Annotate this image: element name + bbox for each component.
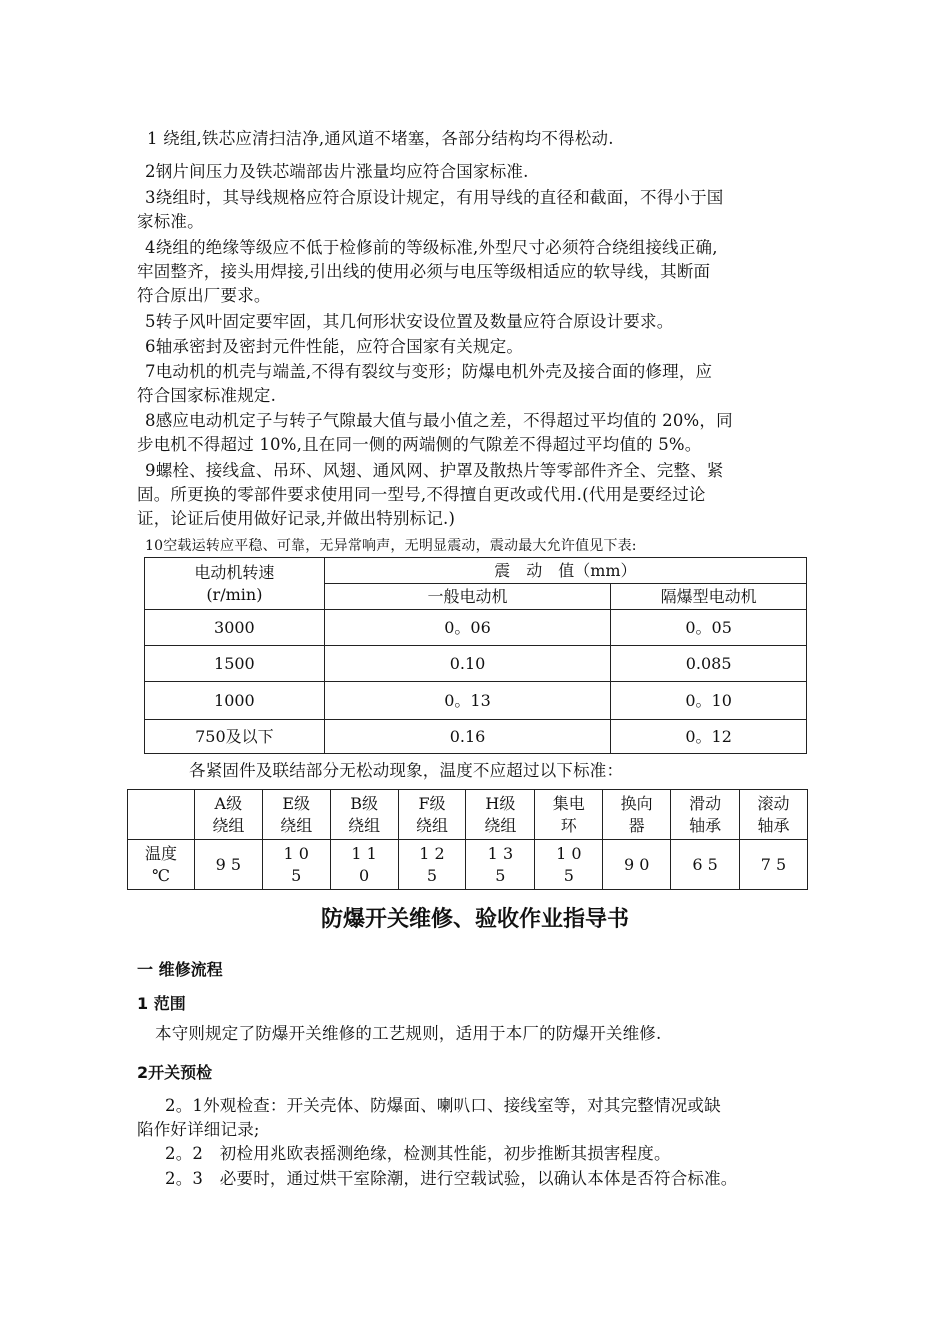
paragraph-4-line-1: 4绕组的绝缘等级应不低于检修前的等级标准,外型尺寸必须符合绕组接线正确,: [145, 238, 718, 257]
paragraph-7-line-2: 符合国家标准规定.: [137, 386, 277, 405]
paragraph-2: 2钢片间压力及铁芯端部齿片涨量均应符合国家标准.: [145, 162, 529, 181]
header-e-class-winding: E级 绕组: [262, 790, 330, 840]
header-sliding-bearing: 滑动 轴承: [671, 790, 740, 840]
paragraph-8-line-2: 步电机不得超过 10%,且在同一侧的两端侧的气隙差不得超过平均值的 5%。: [137, 435, 702, 454]
paragraph-11: 各紧固件及联结部分无松动现象，温度不应超过以下标准：: [189, 761, 624, 780]
header-general-motor: 一般电动机: [324, 584, 611, 610]
explosion-value-cell: 0。12: [611, 720, 807, 754]
table-row: [145, 610, 807, 646]
header-commutator: 换向 器: [603, 790, 671, 840]
general-value-cell: 0。13: [324, 682, 611, 720]
header-vibration: 震 动 值（mm）: [324, 558, 806, 584]
explosion-value-cell: 0。05: [611, 610, 807, 646]
value-cell: 9 0: [603, 840, 671, 890]
value-cell: 1 2 5: [398, 840, 466, 890]
paragraph-3-line-1: 3绕组时，其导线规格应符合原设计规定，有用导线的直径和截面，不得小于国: [145, 188, 724, 207]
value-cell: 1 0 5: [535, 840, 603, 890]
explosion-value-cell: 0。10: [611, 682, 807, 720]
header-explosion-proof-motor: 隔爆型电动机: [611, 584, 807, 610]
table-row: [145, 720, 807, 754]
value-cell: 7 5: [740, 840, 808, 890]
value-cell: 1 3 5: [466, 840, 535, 890]
speed-cell: 1500: [145, 646, 325, 682]
temperature-table: [127, 789, 808, 890]
paragraph-4-line-3: 符合原出厂要求。: [137, 286, 271, 305]
paragraph-4-line-2: 牢固整齐，接头用焊接,引出线的使用必须与电压等级相适应的软导线，其断面: [137, 262, 711, 281]
paragraph-6: 6轴承密封及密封元件性能，应符合国家有关规定。: [145, 337, 524, 356]
general-value-cell: 0。06: [324, 610, 611, 646]
temperature-value-row: [128, 840, 808, 890]
paragraph-3-line-2: 家标准。: [137, 212, 204, 231]
header-b-class-winding: B级 绕组: [330, 790, 398, 840]
subsection-heading-precheck: 2开关预检: [137, 1063, 213, 1082]
scope-text: 本守则规定了防爆开关维修的工艺规则，适用于本厂的防爆开关维修.: [155, 1024, 662, 1043]
value-cell: 1 0 5: [262, 840, 330, 890]
general-value-cell: 0.10: [324, 646, 611, 682]
paragraph-1: 1 绕组,铁芯应清扫洁净,通风道不堵塞，各部分结构均不得松动.: [147, 129, 614, 148]
header-speed: [145, 558, 325, 610]
paragraph-10: 10空载运转应平稳、可靠，无异常响声，无明显震动，震动最大允许值见下表:: [145, 538, 637, 554]
header-a-class-winding: A级 绕组: [194, 790, 262, 840]
value-cell: 9 5: [194, 840, 262, 890]
row-label-temperature: 温度 ℃: [128, 840, 195, 890]
explosion-value-cell: 0.085: [611, 646, 807, 682]
paragraph-7-line-1: 7电动机的机壳与端盖,不得有裂纹与变形；防爆电机外壳及接合面的修理，应: [145, 362, 713, 381]
speed-cell: 750及以下: [145, 720, 325, 754]
vibration-table: [144, 557, 807, 754]
table-row: [145, 646, 807, 682]
speed-cell: 3000: [145, 610, 325, 646]
header-speed-label: 电动机转速: [194, 562, 275, 582]
section-heading: 一 维修流程: [137, 960, 223, 979]
header-rolling-bearing: 滚动 轴承: [740, 790, 808, 840]
paragraph-8-line-1: 8感应电动机定子与转子气隙最大值与最小值之差，不得超过平均值的 20%，同: [145, 411, 733, 430]
paragraph-9-line-3: 证，论证后使用做好记录,并做出特别标记.): [137, 509, 456, 528]
document-title: 防爆开关维修、验收作业指导书: [320, 907, 629, 932]
header-f-class-winding: F级 绕组: [398, 790, 466, 840]
header-h-class-winding: H级 绕组: [466, 790, 535, 840]
header-slip-ring: 集电 环: [535, 790, 603, 840]
subsection-heading-scope: 1 范围: [137, 994, 186, 1013]
table-row: [145, 682, 807, 720]
precheck-2-1-line-1: 2。1外观检查：开关壳体、防爆面、喇叭口、接线室等，对其完整情况或缺: [165, 1096, 721, 1115]
precheck-2-3: 2。3 必要时，通过烘干室除潮，进行空载试验，以确认本体是否符合标准。: [165, 1169, 738, 1188]
value-cell: 1 1 0: [330, 840, 398, 890]
precheck-2-2: 2。2 初检用兆欧表摇测绝缘，检测其性能，初步推断其损害程度。: [165, 1144, 671, 1163]
precheck-2-1-line-2: 陷作好详细记录;: [137, 1120, 260, 1139]
header-speed-unit: (r/min): [206, 584, 263, 604]
paragraph-9-line-2: 固。所更换的零部件要求使用同一型号,不得擅自更改或代用.(代用是要经过论: [137, 485, 706, 504]
paragraph-5: 5转子风叶固定要牢固，其几何形状安设位置及数量应符合原设计要求。: [145, 312, 674, 331]
empty-corner-cell: [128, 790, 195, 840]
general-value-cell: 0.16: [324, 720, 611, 754]
value-cell: 6 5: [671, 840, 740, 890]
temperature-header-row: [128, 790, 808, 840]
speed-cell: 1000: [145, 682, 325, 720]
paragraph-9-line-1: 9螺栓、接线盒、吊环、风翅、通风网、护罩及散热片等零部件齐全、完整、紧: [145, 461, 724, 480]
